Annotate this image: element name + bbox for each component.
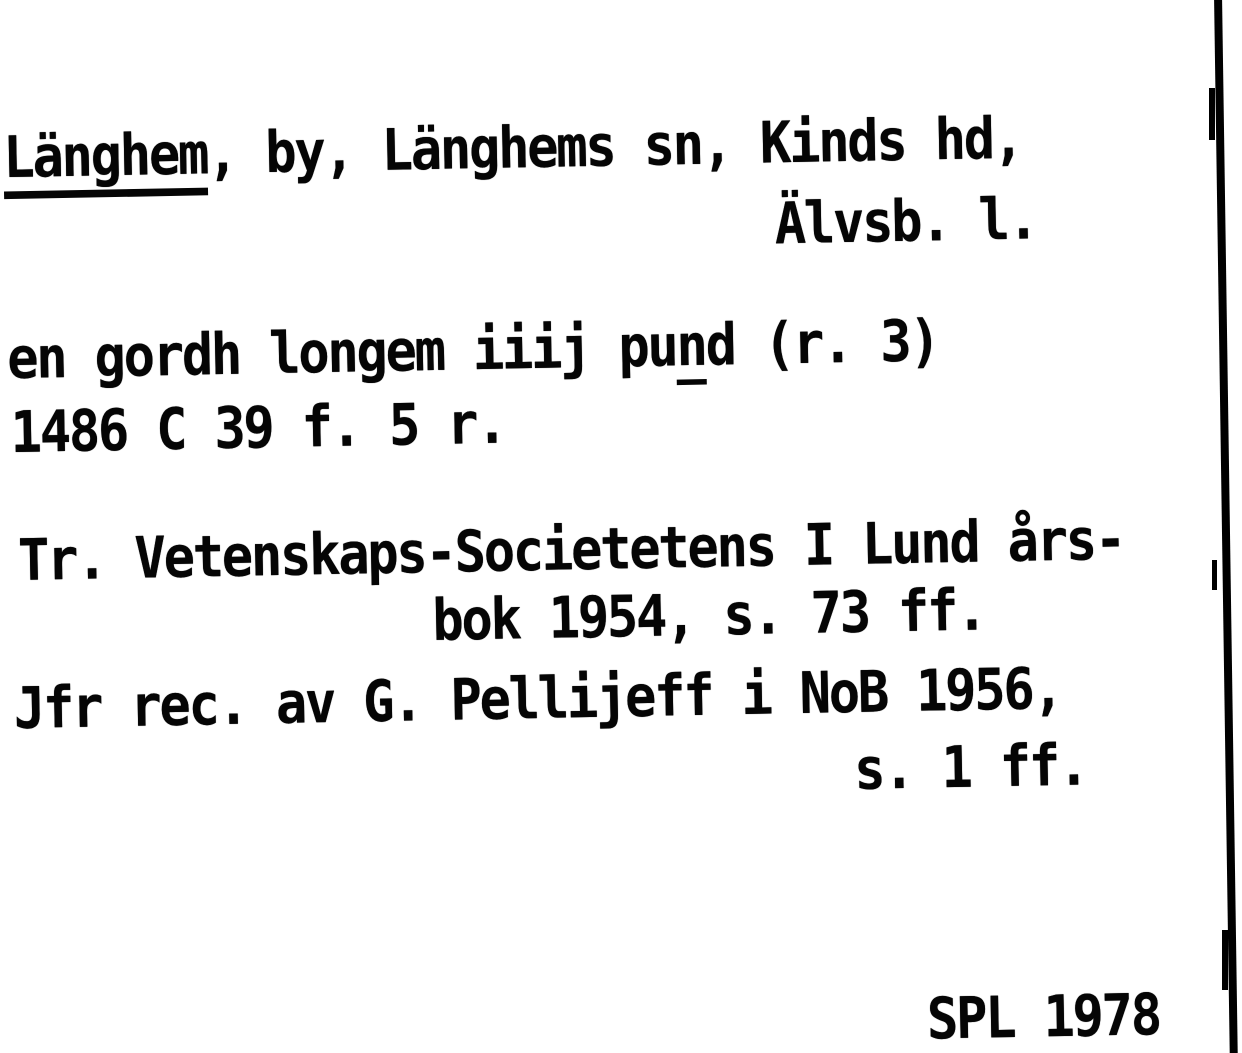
review-reference-line2: s. 1 ff. (853, 732, 1088, 804)
scan-edge-noise (1222, 930, 1228, 990)
region-line: Älvsb. l. (774, 186, 1038, 258)
heading-rest: , by, Länghems sn, Kinds hd, (206, 105, 1023, 188)
quote-line (6, 308, 940, 393)
archive-stamp: SPL 1978 (926, 982, 1161, 1053)
quote-abbreviation-mark: n (676, 313, 706, 385)
print-reference-line1: Tr. Vetenskaps-Societetens I Lund års- (17, 507, 1125, 595)
heading-line (2, 105, 1023, 192)
scan-edge-noise (1209, 88, 1215, 140)
headword: Länghem (3, 122, 208, 200)
quote-pre: en gordh longem iiij pu (6, 313, 678, 393)
review-reference-line1: Jfr rec. av G. Pellijeff i NoB 1956, (13, 656, 1063, 743)
quote-post: d (r. 3) (705, 308, 940, 380)
print-reference-line2: bok 1954, s. 73 ff. (431, 577, 986, 655)
source-reference: 1486 C 39 f. 5 r. (10, 390, 507, 467)
scan-edge-noise (1212, 560, 1217, 590)
